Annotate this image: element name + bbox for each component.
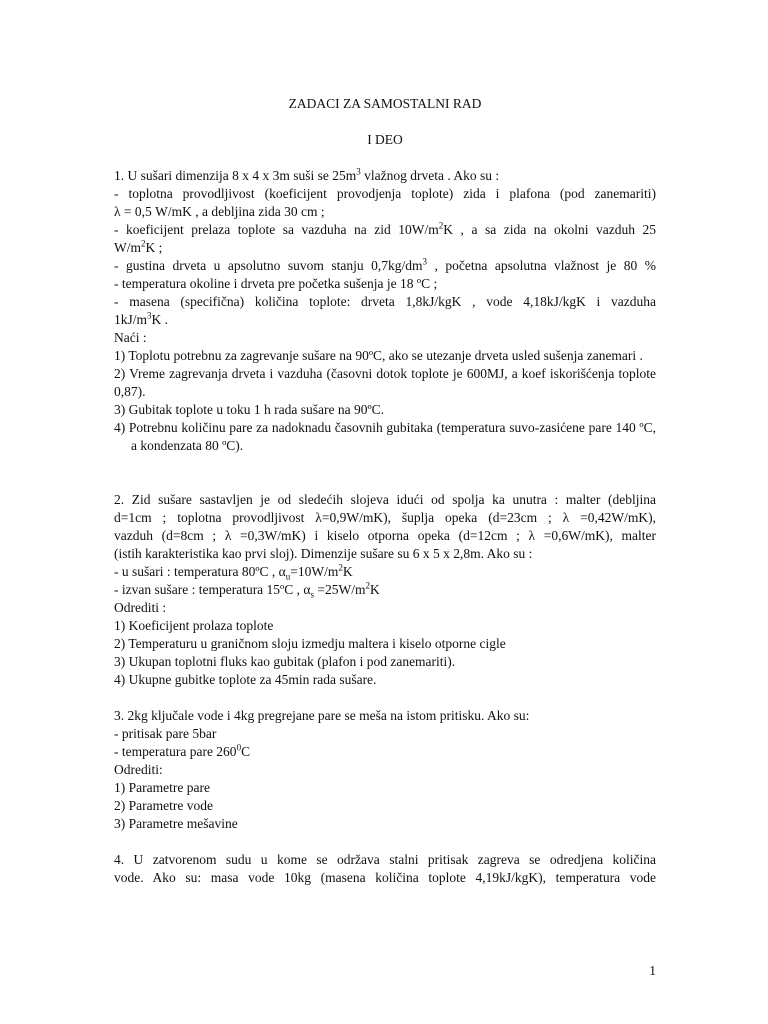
task-2-line-4: (istih karakteristika kao prvi sloj). Dimenzije sušare su 6 x 5 x 2,8m. Ako su : bbox=[114, 546, 533, 561]
task-4-line-1: 4. U zatvorenom sudu u kome se održava stalni pritisak zagreva se odredjena količina bbox=[114, 852, 656, 867]
task-1 bbox=[114, 167, 656, 455]
task-3-question-2: 2) Parametre vode bbox=[114, 798, 213, 813]
task-2-question-4: 4) Ukupne gubitke toplote za 45min rada sušare. bbox=[114, 672, 377, 687]
task-2-line-1: 2. Zid sušare sastavljen je od sledećih slojeva idući od spolja ka unutra : malter (debljina bbox=[114, 492, 656, 507]
document-body bbox=[114, 95, 656, 887]
document-title: ZADACI ZA SAMOSTALNI RAD bbox=[288, 96, 482, 111]
task-3-odrediti: Odrediti: bbox=[114, 762, 163, 777]
task-2-question-1: 1) Koeficijent prolaza toplote bbox=[114, 618, 274, 633]
task-2-odrediti: Odrediti : bbox=[114, 600, 167, 615]
task-1-line-7: - temperatura okoline i drveta pre početka sušenja je 18 ºC ; bbox=[114, 276, 438, 291]
task-2-line-6: - izvan sušare : temperatura 15ºC , $\alpha_s =25W/m^2K$ bbox=[114, 580, 380, 600]
task-1-question-1: 1) Toplotu potrebnu za zagrevanje sušare na 90ºC, ako se utezanje drveta usled sušenja zanemari . bbox=[114, 348, 643, 363]
task-1-naci: Naći : bbox=[114, 330, 147, 345]
task-3-question-3: 3) Parametre mešavine bbox=[114, 816, 238, 831]
task-1-line-3: λ = 0,5 W/mK , a debljina zida 30 cm ; bbox=[114, 204, 325, 219]
task-3-line-3: - temperatura pare $260^0C$ bbox=[114, 742, 251, 759]
spacer bbox=[114, 833, 656, 851]
task-1-line-8: - masena (specifična) količina toplote: drveta 1,8kJ/kgK , vode 4,18kJ/kgK i vazduha bbox=[114, 294, 656, 309]
task-4 bbox=[114, 851, 656, 887]
task-1-line-9: $1kJ/m^3K$ . bbox=[114, 310, 169, 327]
task-3-question-1: 1) Parametre pare bbox=[114, 780, 210, 795]
task-3 bbox=[114, 707, 656, 833]
task-2-line-2: d=1cm ; toplotna provodljivost λ=0,9W/mK), šuplja opeka (d=23cm ; λ =0,42W/mK), bbox=[114, 510, 656, 525]
task-2-question-3: 3) Ukupan toplotni fluks kao gubitak (plafon i pod zanemariti). bbox=[114, 654, 456, 669]
task-1-question-2: 2) Vreme zagrevanja drveta i vazduha (časovni dotok toplote je 600MJ, a koef iskorišćenja toplote 0,87). bbox=[114, 366, 656, 399]
spacer bbox=[114, 455, 656, 491]
page-number: 1 bbox=[649, 963, 656, 978]
part-heading: I DEO bbox=[367, 132, 403, 147]
task-1-question-4: 4) Potrebnu količinu pare za nadoknadu časovnih gubitaka (temperatura suvo-zasićene pare 140 ºC, a kondenzata 80 ºC). bbox=[114, 420, 656, 453]
task-1-line-6: - gustina drveta u apsolutno suvom stanju $0,7kg/dm^3$ , početna apsolutna vlažnost je 80 % bbox=[114, 256, 656, 273]
task-1-line-2: - toplotna provodljivost (koeficijent provodjenja toplote) zida i plafona (pod zanemariti) bbox=[114, 186, 656, 201]
task-2-question-2: 2) Temperaturu u graničnom sloju izmedju maltera i kiselo otporne cigle bbox=[114, 636, 506, 651]
spacer bbox=[114, 689, 656, 707]
task-1-line-5: $W/m^2K$ ; bbox=[114, 238, 163, 255]
task-1-line-1: 1. U sušari dimenzija 8 x 4 x 3m suši se $25m^3$ vlažnog drveta . Ako su : bbox=[114, 166, 500, 183]
task-2-line-3: vazduh (d=8cm ; λ =0,3W/mK) i kiselo otporna opeka (d=12cm ; λ =0,6W/mK), malter bbox=[114, 528, 656, 543]
task-3-line-2: - pritisak pare 5bar bbox=[114, 726, 217, 741]
task-2-line-5: - u sušari : temperatura 80ºC , $\alpha_u=10W/m^2K$ bbox=[114, 562, 353, 582]
task-1-line-4: - koeficijent prelaza toplote sa vazduha na zid $10W/m^2K$ , a sa zida na okolni vazduh 25 bbox=[114, 220, 656, 237]
task-3-line-1: 3. 2kg ključale vode i 4kg pregrejane pare se meša na istom pritisku. Ako su: bbox=[114, 708, 530, 723]
task-1-question-3: 3) Gubitak toplote u toku 1 h rada sušare na 90ºC. bbox=[114, 402, 385, 417]
task-4-line-2: vode. Ako su: masa vode 10kg (masena količina toplote 4,19kJ/kgK), temperatura vode bbox=[114, 870, 656, 885]
task-2 bbox=[114, 491, 656, 689]
